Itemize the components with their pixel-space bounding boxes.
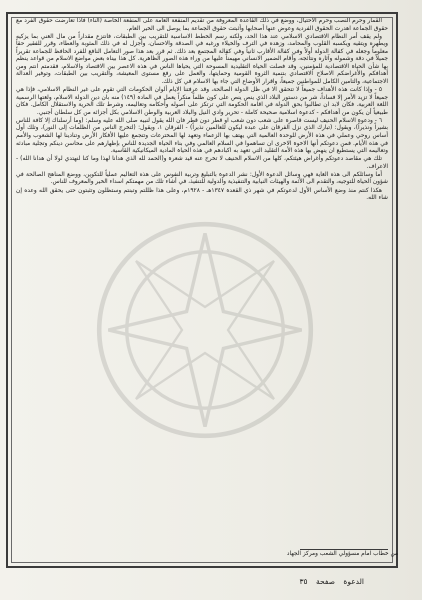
folio <box>294 577 364 586</box>
footnote-divider <box>300 549 388 550</box>
paragraph: تلك هي مقاصد دعوتكم وأغراض هيئتكم، كلها من الاسلام الحنيف لا تخرج عنه قيد شعرة و(الحمد لله الذي هدانا لهذا وما كنا لنهتدي لولا أن هدانا الله) - الاعراف. <box>16 156 388 170</box>
paragraph: أما وسائلكم الى هذه الغاية فهي وسائل الدعوة الأول: نشر الدعوة بالتبليغ وتربية النفوس على هذه التعاليم عملياً للتكوين، ووضع المناهج الصالحة في شؤون الحياة للتوجيه، والتقدم الى الأئمة والهيئات النيابية والتنفيذية والدولية للتنفيذ، في أشاء تلك من مهمتكم اسداء الخير والمعروف للناس. <box>16 171 388 186</box>
footnote: من خطاب امام مسؤولي الشعب ومركز الجهاد <box>286 551 398 557</box>
paragraph: هكذا كنتم منذ وضع الأساس الأول لدعوتكم في شهر ذي القعدة ١٣٤٧هـ - ١٩٢٨م، وعلى هذا ظللتم وتبنتم وستظلون وتثبتون حتى يحقق الله وعده إن شاء الله. <box>16 187 388 202</box>
page-footer <box>0 575 392 589</box>
paragraph: ولم يقف أمر النظام الاقتصادي الاسلامي عند هذا الحد، ولكنه رسم الخطط الاساسية للتقريب بين الطبقات، فانتزع مقداراً من مال الغني بما يزكيه ويطهره ويتقيه ويكسبه القلوب والمحامد، وزهده في الترف والخيلاء ورغبه في الصدقة والاحسان، وأجزل له في ذلك المثوبة والعطاء، وقرر للفقير حقاً معلوماً وجعله في كفالة الدولة أولاً وفي كفالة الأقارب ثانياً وفي كفالة المجتمع بعد ذلك. ثم قرر بعد هذا صور التعامل النافع للفرد الحافظ للجماعة تقريراً جميلاً في دقة وشموله وآثاره ونتائجه، وأقام الضمير الانساني مهيمناً عليها من وراء هذه الصور الظاهرية. كل هذا بيناه بعض مواضع الاسلام من قواعد ينظم بها شأن الحياة الاقتصادية للمؤمنين، وقد فصلت الحياة التقليدية المسوحة التي يحياها الناس في هذه الاعصر بين الاقتصاد والاسلام، فقدمتم انتم ومن أهدافكم والأغراضكم الاصلاح الاقتصادي بتنمية الثروة القومية وحمايتها، والعمل على رفع مستوى المعيشة، والتقريب بين الطبقات، وتوفير العدالة الاجتماعية، والتامين الكامل للمواطنين جميعاً، واقرار الأوضاع التي جاء بها الاسلام في كل ذلك. <box>16 33 388 85</box>
paragraph: القمار وحرم النصب وحرم الاحتيال، ووضع في ذلك القاعدة المعروفة من تقديم المنفعة العامة على المنفعة الخاصة (الناء) فاذا تعارضت حقوق الفرد مع حقوق الجماعة اهدرت الحقوق الفردية وعوض عنها أصحابها وأثبتت حقوق الجماعة بما يوصل الى الخير العام. <box>16 18 388 32</box>
page-number: ٣٥ <box>299 577 308 586</box>
paragraph: ٥ - وإذا كانت هذه الأهداف جميعاً لا تتحقق الا في ظل الدولة الصالحة، وقد عرفتنا الايام ألوان الحكومات التي تقوم على غير النظام الاسلامي، فإذا هي جميعاً لا تزيد الأمر إلا فساداً، شر من دستور البلاد الذي ينص ينص على كون ظلماً منكراً يعمل في المادة (١٤٩) منه بان دين الدولة الاسلام، ولغتها الرسمية اللغة العربية. فكان لابد ان تطالبوا بحق الدولة في اقامة الحكومة التي ترتكز على أصوله وأحكامه وتعاليمه، وشرط تلك الحرية والاستقلال الكامل. فكان طبيعياً أن يكون من أهدافكم - كدعوة اسلامية صحيحة كاملة - تحرير وادي النيل والبلاد العربية والوطن الاسلامي بكل أجزائه من كل سلطان أجنبي. <box>16 87 388 116</box>
page-label: صفحة <box>315 577 336 586</box>
article-body <box>16 18 388 544</box>
publication-name: الدعوة <box>343 577 364 586</box>
paragraph: ٦ - ودعوة الاسلام الحنيف ليست قاصرة على شعب دون شعب او قطر دون قطر فان الله يقول لنبيه صلى الله عليه وسلم: (وما أرسلناك إلا كافة للناس بشيراً ونذيراً)، ويقول: (تبارك الذي نزل الفرقان على عبده ليكون للعالمين نذيراً) - الفرقان ١، ويقول: (لتخرج الناس من الظلمات إلى النور)، وتلك أول أساس روحي وعملي في هذه الأرض للوحدة العالمية التي يهتف بها الزعماء وتعهد لها المخترعات وتتجمع عليها الأفكار الأرض وتنادينا لها الشعوب والأمم في هذه الأيام. فمن دعوتكم أنها الاخوة الاخرى ان تساهموا في السلام العالمي وفي بناء الحياة الجديدة للناس بإظهارهم على محاسن دينكم وتجلية مبادئه وتعاليمه التي يستطيع ان ينهض بها هذه الأمة التقليد التي تعهد به اكبادهم في هذه الحياة المادية الميكانيكية القاسية. <box>16 117 388 155</box>
